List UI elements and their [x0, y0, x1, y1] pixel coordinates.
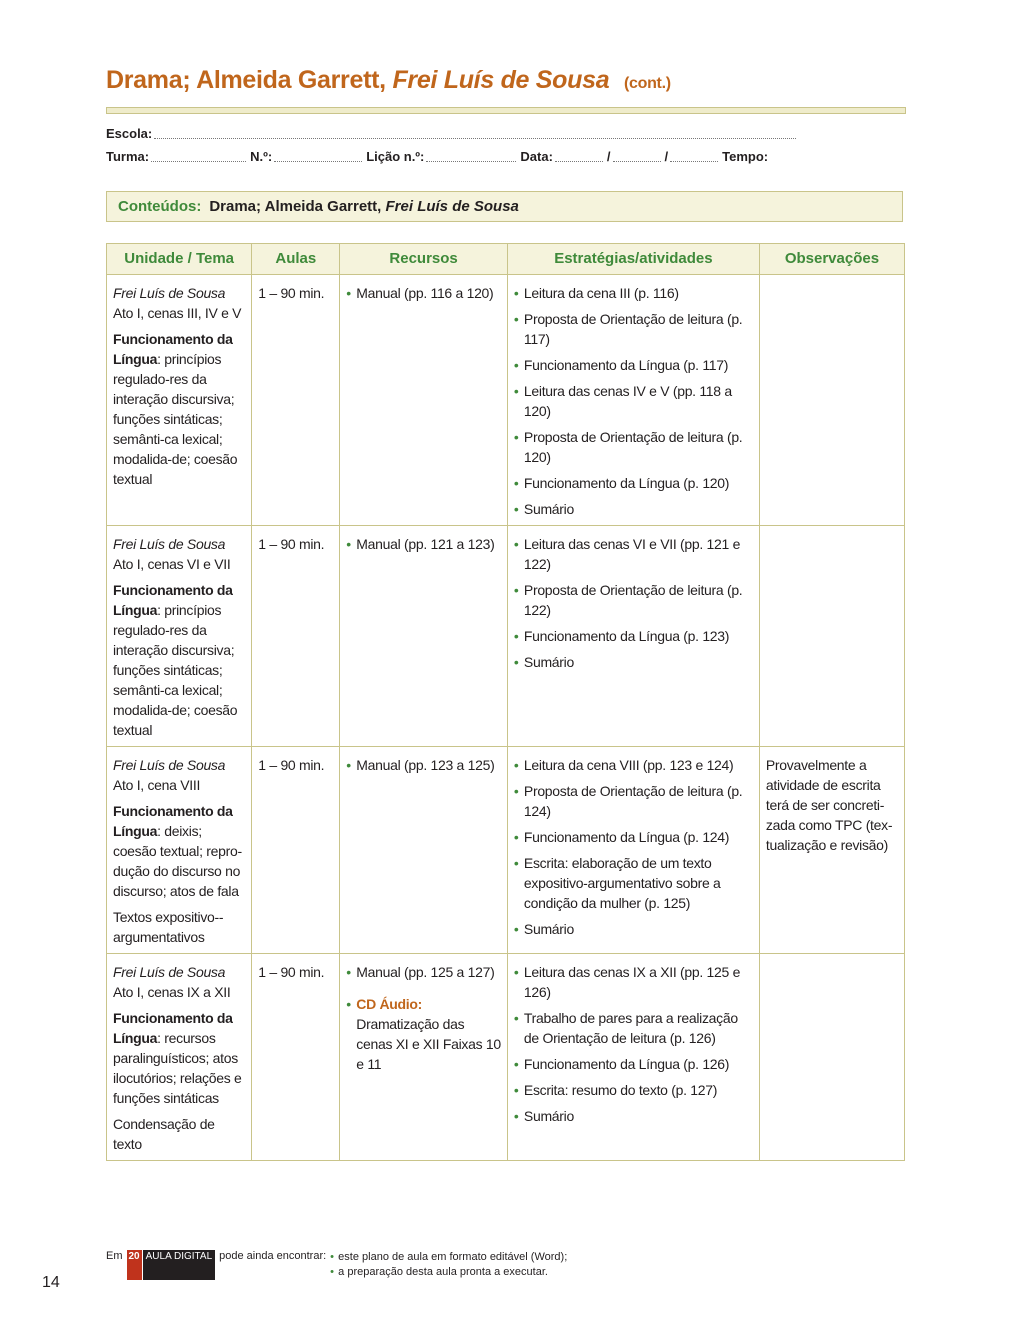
table-row — [107, 747, 905, 954]
unit-title: Frei Luís de Sousa — [113, 757, 226, 773]
estrategia-item: • Funcionamento da Língua (p. 120) — [514, 473, 753, 493]
estrategia-item: • Sumário — [514, 499, 753, 519]
estrategia-item: • Funcionamento da Língua (p. 123) — [514, 626, 753, 646]
unit-scene: Ato I, cenas IX a XII — [113, 984, 231, 1000]
unit-title: Frei Luís de Sousa — [113, 536, 226, 552]
observacoes-cell: Provavelmente a atividade de escrita terá de ser concreti-zada como TPC (tex-tualização e revisão) — [759, 747, 904, 954]
estrategia-item: • Sumário — [514, 1106, 753, 1126]
aulas-cell: 1 – 90 min. — [252, 954, 340, 1161]
estrategia-item: • Sumário — [514, 919, 753, 939]
observacoes-cell — [759, 954, 904, 1161]
contents-italic: Frei Luís de Sousa — [385, 198, 519, 215]
contents-box — [106, 191, 903, 222]
numero-label: N.º: — [250, 149, 273, 164]
recursos-cell — [340, 954, 508, 1161]
header-aulas: Aulas — [252, 244, 340, 275]
estrategias-cell — [507, 747, 759, 954]
unit-cell — [107, 954, 252, 1161]
func-label: Funcionamento da Língua — [113, 803, 233, 839]
unit-title: Frei Luís de Sousa — [113, 285, 226, 301]
estrategia-item: • Leitura das cenas IX a XII (pp. 125 e 126) — [514, 962, 753, 1002]
unit-scene: Ato I, cenas VI e VII — [113, 556, 231, 572]
unit-scene: Ato I, cena VIII — [113, 777, 201, 793]
page-title-cont: (cont.) — [623, 75, 671, 92]
func-desc: : deixis; coesão textual; repro-dução do discurso no discurso; atos de fala — [113, 823, 242, 899]
data-slash-2: / — [664, 149, 669, 164]
func-label: Funcionamento da Língua — [113, 1010, 233, 1046]
header-recursos: Recursos — [340, 244, 508, 275]
aulas-cell: 1 – 90 min. — [252, 747, 340, 954]
lesson-plan-table — [106, 243, 905, 1161]
footer-note — [106, 1250, 567, 1280]
contents-text: Drama; Almeida Garrett, — [209, 198, 382, 215]
aulas-cell: 1 – 90 min. — [252, 526, 340, 747]
table-row — [107, 526, 905, 747]
estrategia-item: • Funcionamento da Língua (p. 126) — [514, 1054, 753, 1074]
form-escola-line — [106, 126, 800, 141]
recurso-cd-item — [346, 994, 501, 1074]
func-desc: : recursos paralinguísticos; atos ilocutórios; relações e funções sintáticas — [113, 1030, 242, 1106]
escola-label: Escola: — [106, 126, 153, 141]
unit-extra: Textos expositivo--argumentativos — [113, 909, 224, 945]
numero-field[interactable] — [274, 149, 362, 162]
estrategias-cell — [507, 275, 759, 526]
unit-cell — [107, 747, 252, 954]
estrategia-item: • Funcionamento da Língua (p. 117) — [514, 355, 753, 375]
recurso-item: • Manual (pp. 125 a 127) — [346, 962, 501, 982]
unit-scene: Ato I, cenas III, IV e V — [113, 305, 242, 321]
data-year-field[interactable] — [670, 149, 718, 162]
func-label: Funcionamento da Língua — [113, 331, 233, 367]
header-observacoes: Observações — [759, 244, 904, 275]
data-day-field[interactable] — [555, 149, 603, 162]
data-slash-1: / — [606, 149, 611, 164]
page-title-work: Frei Luís de Sousa — [392, 66, 610, 94]
licao-field[interactable] — [426, 149, 516, 162]
footer-list — [330, 1250, 567, 1280]
unit-title: Frei Luís de Sousa — [113, 964, 226, 980]
recursos-cell — [340, 747, 508, 954]
func-label: Funcionamento da Língua — [113, 582, 233, 618]
unit-cell — [107, 275, 252, 526]
form-turma-line — [106, 149, 768, 164]
table-row — [107, 954, 905, 1161]
estrategia-item: • Escrita: elaboração de um texto expositivo-argumentativo sobre a condição da mulher (p. 125) — [514, 853, 753, 913]
footer-after: pode ainda encontrar: — [219, 1250, 327, 1262]
estrategia-item: • Funcionamento da Língua (p. 124) — [514, 827, 753, 847]
estrategias-cell — [507, 526, 759, 747]
aula-digital-badge: AULA DIGITAL — [143, 1250, 216, 1280]
tempo-label: Tempo: — [722, 149, 769, 164]
aulas-cell: 1 – 90 min. — [252, 275, 340, 526]
estrategia-item: • Proposta de Orientação de leitura (p. 117) — [514, 309, 753, 349]
turma-label: Turma: — [106, 149, 150, 164]
recursos-cell — [340, 275, 508, 526]
estrategia-item: • Proposta de Orientação de leitura (p. 120) — [514, 427, 753, 467]
cd-audio-text: Dramatização das cenas XI e XII Faixas 10 e 11 — [356, 1016, 501, 1072]
estrategia-item: • Escrita: resumo do texto (p. 127) — [514, 1080, 753, 1100]
estrategia-item: • Sumário — [514, 652, 753, 672]
recurso-item: • Manual (pp. 121 a 123) — [346, 534, 501, 554]
recurso-item: • Manual (pp. 116 a 120) — [346, 283, 501, 303]
estrategia-item: • Proposta de Orientação de leitura (p. 124) — [514, 781, 753, 821]
estrategias-cell — [507, 954, 759, 1161]
header-estrategias: Estratégias/atividades — [507, 244, 759, 275]
header-unidade: Unidade / Tema — [107, 244, 252, 275]
observacoes-cell — [759, 526, 904, 747]
data-label: Data: — [520, 149, 553, 164]
estrategia-item: • Proposta de Orientação de leitura (p. 122) — [514, 580, 753, 620]
unit-extra: Condensação de texto — [113, 1116, 215, 1152]
page-title — [106, 66, 671, 95]
aula-digital-badge-number: 20 — [127, 1250, 142, 1280]
func-desc: : princípios regulado-res da interação discursiva; funções sintáticas; semânti-ca lexical; modalida-de; coesão textual — [113, 602, 238, 738]
turma-field[interactable] — [151, 149, 246, 162]
table-row — [107, 275, 905, 526]
footer-intro: Em — [106, 1250, 123, 1262]
licao-label: Lição n.º: — [366, 149, 425, 164]
page-number: 14 — [42, 1274, 60, 1291]
data-month-field[interactable] — [613, 149, 661, 162]
escola-field[interactable] — [154, 126, 796, 139]
estrategia-item: • Leitura da cena VIII (pp. 123 e 124) — [514, 755, 753, 775]
recurso-item: • Manual (pp. 123 a 125) — [346, 755, 501, 775]
cd-audio-label: • CD Áudio: — [356, 996, 423, 1012]
footer-item: • a preparação desta aula pronta a executar. — [330, 1265, 567, 1280]
estrategia-item: • Trabalho de pares para a realização de Orientação de leitura (p. 126) — [514, 1008, 753, 1048]
contents-label: Conteúdos: — [118, 198, 202, 215]
estrategia-item: • Leitura da cena III (p. 116) — [514, 283, 753, 303]
unit-cell — [107, 526, 252, 747]
page-title-main: Drama; Almeida Garrett, — [106, 66, 386, 94]
estrategia-item: • Leitura das cenas IV e V (pp. 118 a 120) — [514, 381, 753, 421]
observacoes-cell — [759, 275, 904, 526]
func-desc: : princípios regulado-res da interação discursiva; funções sintáticas; semânti-ca lexical; modalida-de; coesão textual — [113, 351, 238, 487]
table-header-row — [107, 244, 905, 275]
estrategia-item: • Leitura das cenas VI e VII (pp. 121 e 122) — [514, 534, 753, 574]
footer-item: • este plano de aula em formato editável (Word); — [330, 1250, 567, 1265]
recursos-cell — [340, 526, 508, 747]
title-rule — [106, 107, 906, 114]
